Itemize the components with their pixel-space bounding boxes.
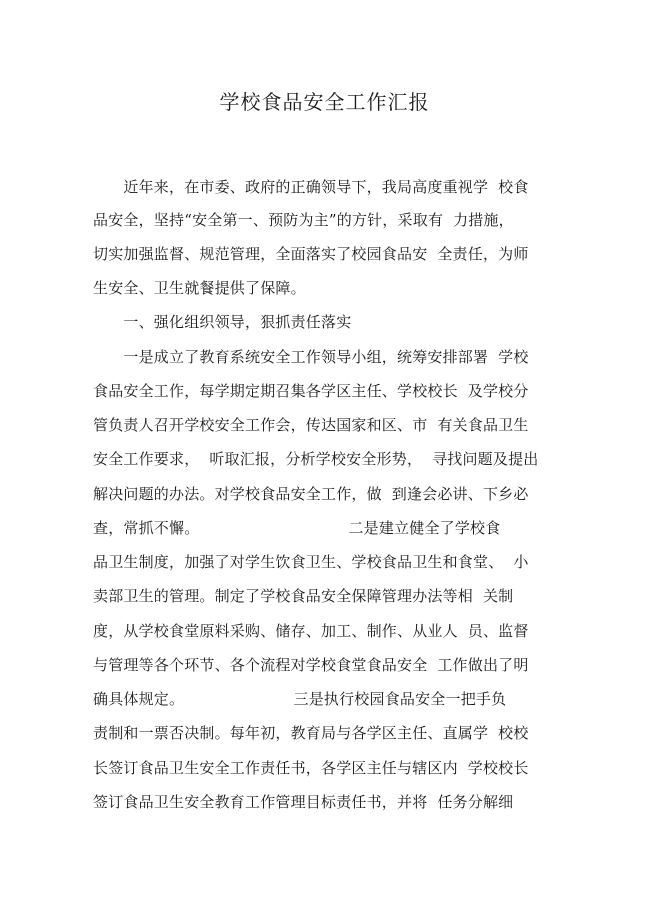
body-line: 安全工作要求， 听取汇报，分析学校安全形势， 寻找问题及提出 — [93, 450, 539, 468]
body-line: 管负责人召开学校安全工作会，传达国家和区、市 有关食品卫生 — [93, 416, 529, 434]
body-line: 品安全，坚持“安全第一、预防为主”的方针，采取有 力措施， — [93, 211, 514, 229]
body-line: 签订食品卫生安全教育工作管理目标责任书，并将 任务分解细 — [93, 793, 514, 811]
body-line: 近年来，在市委、政府的正确领导下，我局高度重视学 校食 — [93, 178, 529, 196]
body-line: 一是成立了教育系统安全工作领导小组，统筹安排部署 学校 — [93, 348, 529, 366]
body-line: 食品安全工作，每学期定期召集各学区主任、学校校长 及学校分 — [93, 382, 529, 400]
body-line: 与管理等各个环节、各个流程对学校食堂食品安全 工作做出了明 — [93, 656, 529, 674]
section-heading: 一、强化组织领导，狠抓责任落实 — [93, 313, 352, 331]
body-line: 长签订食品卫生安全工作责任书，各学区主任与辖区内 学校校长 — [93, 759, 529, 777]
body-line: 查，常抓不懈。 二是建立健全了学校食 — [93, 519, 501, 537]
body-line: 品卫生制度，加强了对学生饮食卫生、学校食品卫生和食堂、 小 — [93, 553, 529, 571]
body-line: 生安全、卫生就餐提供了保障。 — [93, 279, 306, 297]
body-line: 切实加强监督、规范管理，全面落实了校园食品安 全责任，为师 — [93, 245, 529, 263]
body-line: 卖部卫生的管理。制定了学校食品安全保障管理办法等相 关制 — [93, 587, 514, 605]
body-line: 确具体规定。 三是执行校园食品安全一把手负 — [93, 690, 507, 708]
body-line: 度，从学校食堂原料采购、储存、加工、制作、从业人 员、监督 — [93, 622, 529, 640]
body-line: 责制和一票否决制。每年初，教育局与各学区主任、直属学 校校 — [93, 724, 529, 742]
body-line: 解决问题的办法。对学校食品安全工作，做 到逢会必讲、下乡必 — [93, 485, 529, 503]
document-title: 学校食品安全工作汇报 — [219, 90, 430, 114]
